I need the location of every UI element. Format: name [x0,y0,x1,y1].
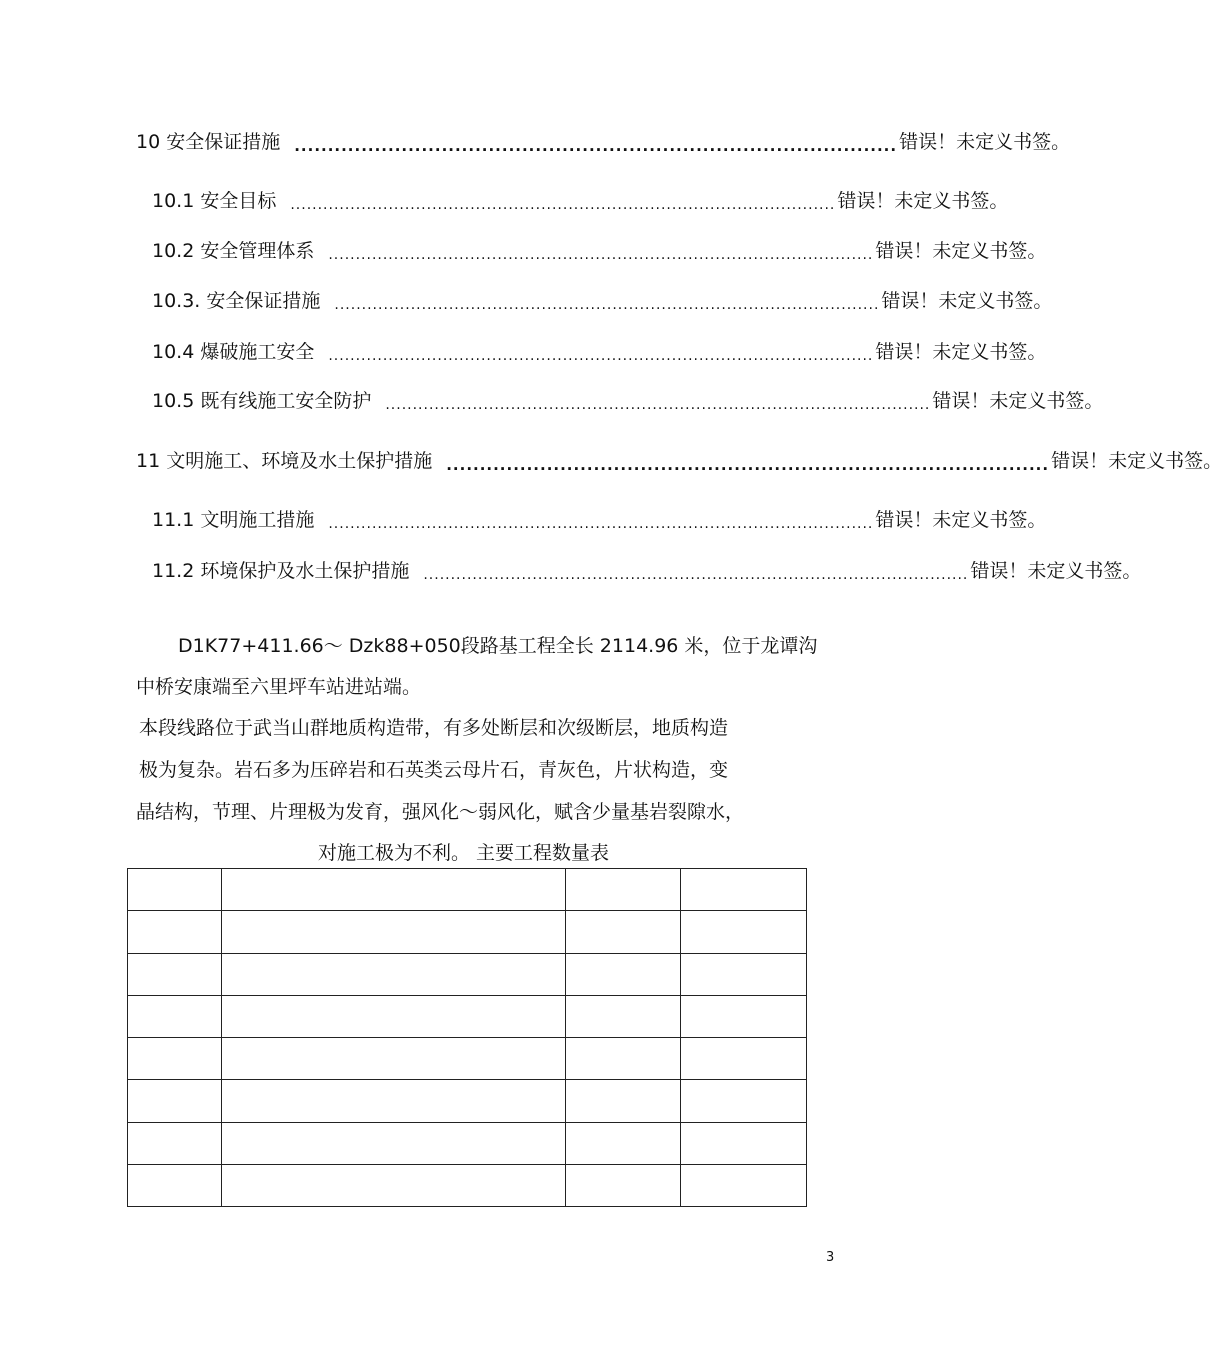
toc-leader: .................................................................................................... [290,197,836,213]
toc-label: 11 文明施工、环境及水土保护措施 [136,450,433,472]
table-cell [566,869,681,911]
table-cell [681,1038,807,1080]
table-cell [566,1122,681,1164]
toc-error: 错误！未定义书签。 [881,290,1053,312]
toc-error: 错误！未定义书签。 [875,341,1047,363]
toc-leader: .......................................................................................... [294,137,898,155]
toc-leader: .................................................................................................... [385,397,931,413]
toc-leader: .................................................................................................... [423,567,969,583]
toc-entry-11[interactable] [136,446,1222,476]
toc-leader: .................................................................................................... [334,297,880,313]
toc-entry-10-5[interactable] [152,386,1104,416]
table-row [128,911,807,953]
toc-entry-11-1[interactable] [152,505,1047,535]
table-row [128,1164,807,1206]
toc-entry-10-4[interactable] [152,337,1047,367]
toc-label: 10.5 既有线施工安全防护 [152,390,372,412]
quantity-table [127,868,807,1207]
toc-error: 错误！未定义书签。 [875,509,1047,531]
table-cell [221,953,565,995]
page-number: 3 [826,1250,835,1265]
body-paragraph-2-line-3: 晶结构，节理、片理极为发育，强风化～弱风化，赋含少量基岩裂隙水， [136,801,745,823]
table-cell [128,953,222,995]
toc-entry-10-3[interactable] [152,286,1053,316]
toc-leader: .......................................................................................... [446,456,1050,474]
table-cell [566,953,681,995]
toc-entry-10-2[interactable] [152,236,1047,266]
toc-leader: .................................................................................................... [328,247,874,263]
toc-label: 10 安全保证措施 [136,131,281,153]
table-row [128,869,807,911]
toc-error: 错误！未定义书签。 [932,390,1104,412]
table-cell [221,869,565,911]
table-cell [681,869,807,911]
body-paragraph-1-line-2: 中桥安康端至六里坪车站进站端。 [136,676,422,698]
table-cell [128,869,222,911]
table-cell [566,1038,681,1080]
table-cell [128,1164,222,1206]
toc-error: 错误！未定义书签。 [899,131,1071,153]
table-cell [128,1080,222,1122]
table-cell [566,995,681,1037]
table-cell [221,911,565,953]
body-paragraph-2-line-1: 本段线路位于武当山群地质构造带，有多处断层和次级断层，地质构造 [139,717,729,739]
table-cell [221,1122,565,1164]
toc-label: 11.1 文明施工措施 [152,509,315,531]
toc-entry-10[interactable] [136,127,1071,157]
toc-label: 10.2 安全管理体系 [152,240,315,262]
table-caption: 对施工极为不利。 主要工程数量表 [318,842,610,864]
toc-error: 错误！未定义书签。 [1051,450,1222,472]
table-row [128,1080,807,1122]
table-cell [681,1122,807,1164]
table-cell [681,1080,807,1122]
body-paragraph-1-line-1: D1K77+411.66～ Dzk88+050段路基工程全长 2114.96 米，位于龙谭沟 [178,635,818,657]
table-row [128,1038,807,1080]
table-cell [221,1164,565,1206]
table-cell [681,911,807,953]
toc-leader: .................................................................................................... [328,348,874,364]
table-row [128,953,807,995]
table-cell [566,1080,681,1122]
toc-leader: .................................................................................................... [328,516,874,532]
body-paragraph-2-line-2: 极为复杂。岩石多为压碎岩和石英类云母片石，青灰色，片状构造，变 [139,759,729,781]
toc-error: 错误！未定义书签。 [875,240,1047,262]
toc-error: 错误！未定义书签。 [837,190,1009,212]
table-cell [566,911,681,953]
toc-label: 10.3. 安全保证措施 [152,290,321,312]
table-cell [128,911,222,953]
toc-label: 10.4 爆破施工安全 [152,341,315,363]
table-row [128,995,807,1037]
table-cell [221,1080,565,1122]
toc-entry-11-2[interactable] [152,556,1142,586]
table-cell [128,995,222,1037]
table-cell [681,953,807,995]
toc-label: 10.1 安全目标 [152,190,277,212]
table-cell [566,1164,681,1206]
toc-error: 错误！未定义书签。 [970,560,1142,582]
table-cell [221,995,565,1037]
table-cell [221,1038,565,1080]
toc-label: 11.2 环境保护及水土保护措施 [152,560,410,582]
table-cell [128,1122,222,1164]
table-cell [681,1164,807,1206]
table-cell [681,995,807,1037]
table-cell [128,1038,222,1080]
toc-entry-10-1[interactable] [152,186,1009,216]
table-row [128,1122,807,1164]
